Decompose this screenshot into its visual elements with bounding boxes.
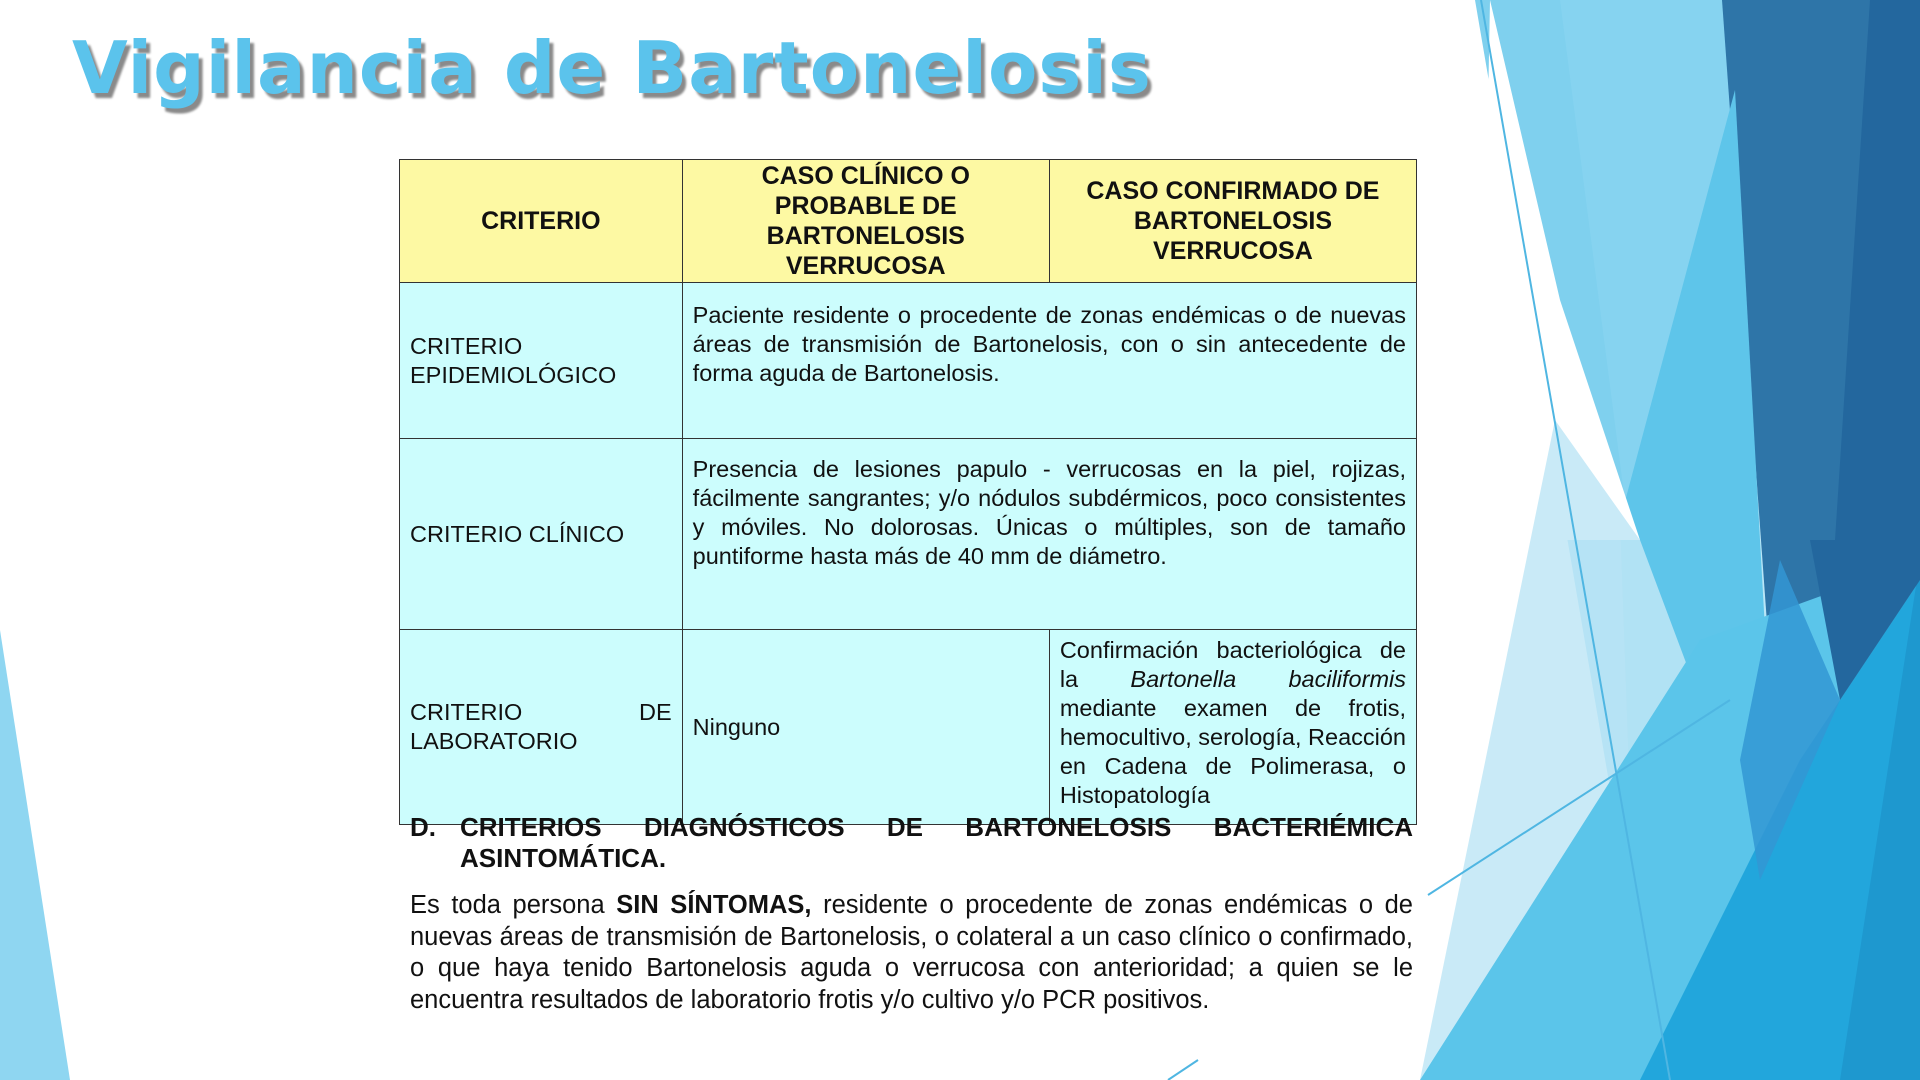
deco-line-short [1168,1060,1198,1080]
clinico-description: Presencia de lesiones papulo - verrucosas en la piel, rojizas, fácilmente sangrantes; y/o nódulos subdérmicos, poco consistentes y móviles. No dolorosas. Únicas o múltiples, son de tamaño puntiforme hasta más de 40 mm de diámetro. [682,439,1416,630]
section-heading-line1: CRITERIOS DIAGNÓSTICOS DE BARTONELOSIS BACTERIÉMICA [460,812,1413,842]
section-letter: D. [410,812,436,842]
paragraph-pre: Es toda persona [410,891,617,919]
header-caso-confirmado: CASO CONFIRMADO DE BARTONELOSIS VERRUCOSA [1049,160,1416,283]
species-name: Bartonella baciliformis [1130,666,1406,692]
section-heading [410,812,1413,874]
header-criterio: CRITERIO [400,160,683,283]
criterio-epidemiologico [400,283,683,439]
criterio-label-line: LABORATORIO [410,728,578,754]
left-deco-triangle [0,630,70,1080]
table-row [400,283,1417,439]
criteria-table [399,159,1417,825]
table-row [400,439,1417,630]
laboratorio-confirmado [1049,630,1416,825]
laboratorio-probable: Ninguno [682,630,1049,825]
table-row [400,630,1417,825]
criterio-label-line: CRITERIO DE [410,699,672,725]
confirmado-text-post: mediante examen de frotis, hemocultivo, serología, Reacción en Cadena de Polimerasa, o Histopatología [1059,695,1406,808]
table-header-row [400,160,1417,283]
section-d [410,812,1413,1016]
section-paragraph [410,890,1413,1016]
criterio-label-line: CRITERIO [410,332,523,359]
section-heading-line2: ASINTOMÁTICA. [460,843,667,873]
epidemiologico-description: Paciente residente o procedente de zonas endémicas o de nuevas áreas de transmisión de Bartonelosis, con o sin antecedente de forma aguda de Bartonelosis. [682,283,1416,439]
paragraph-post: residente o procedente de zonas endémicas o de nuevas áreas de transmisión de Bartonelosis, o colateral a un caso clínico o confirmado, o que haya tenido Bartonelosis aguda o verrucosa con anterioridad; a quien se le encuentra resultados de laboratorio frotis y/o cultivo y/o PCR positivos. [410,891,1413,1014]
criterio-clinico: CRITERIO CLÍNICO [400,439,683,630]
confirmado-text-pre: Confirmación bacteriológica de la [1059,637,1406,692]
header-caso-probable: CASO CLÍNICO O PROBABLE DE BARTONELOSIS VERRUCOSA [682,160,1049,283]
paragraph-bold: SIN SÍNTOMAS, [616,891,812,919]
section-heading-text [460,812,1413,874]
criterio-laboratorio [400,630,683,825]
slide-title: Vigilancia de Bartonelosis [72,26,1152,110]
criterio-label-line: EPIDEMIOLÓGICO [410,361,617,388]
